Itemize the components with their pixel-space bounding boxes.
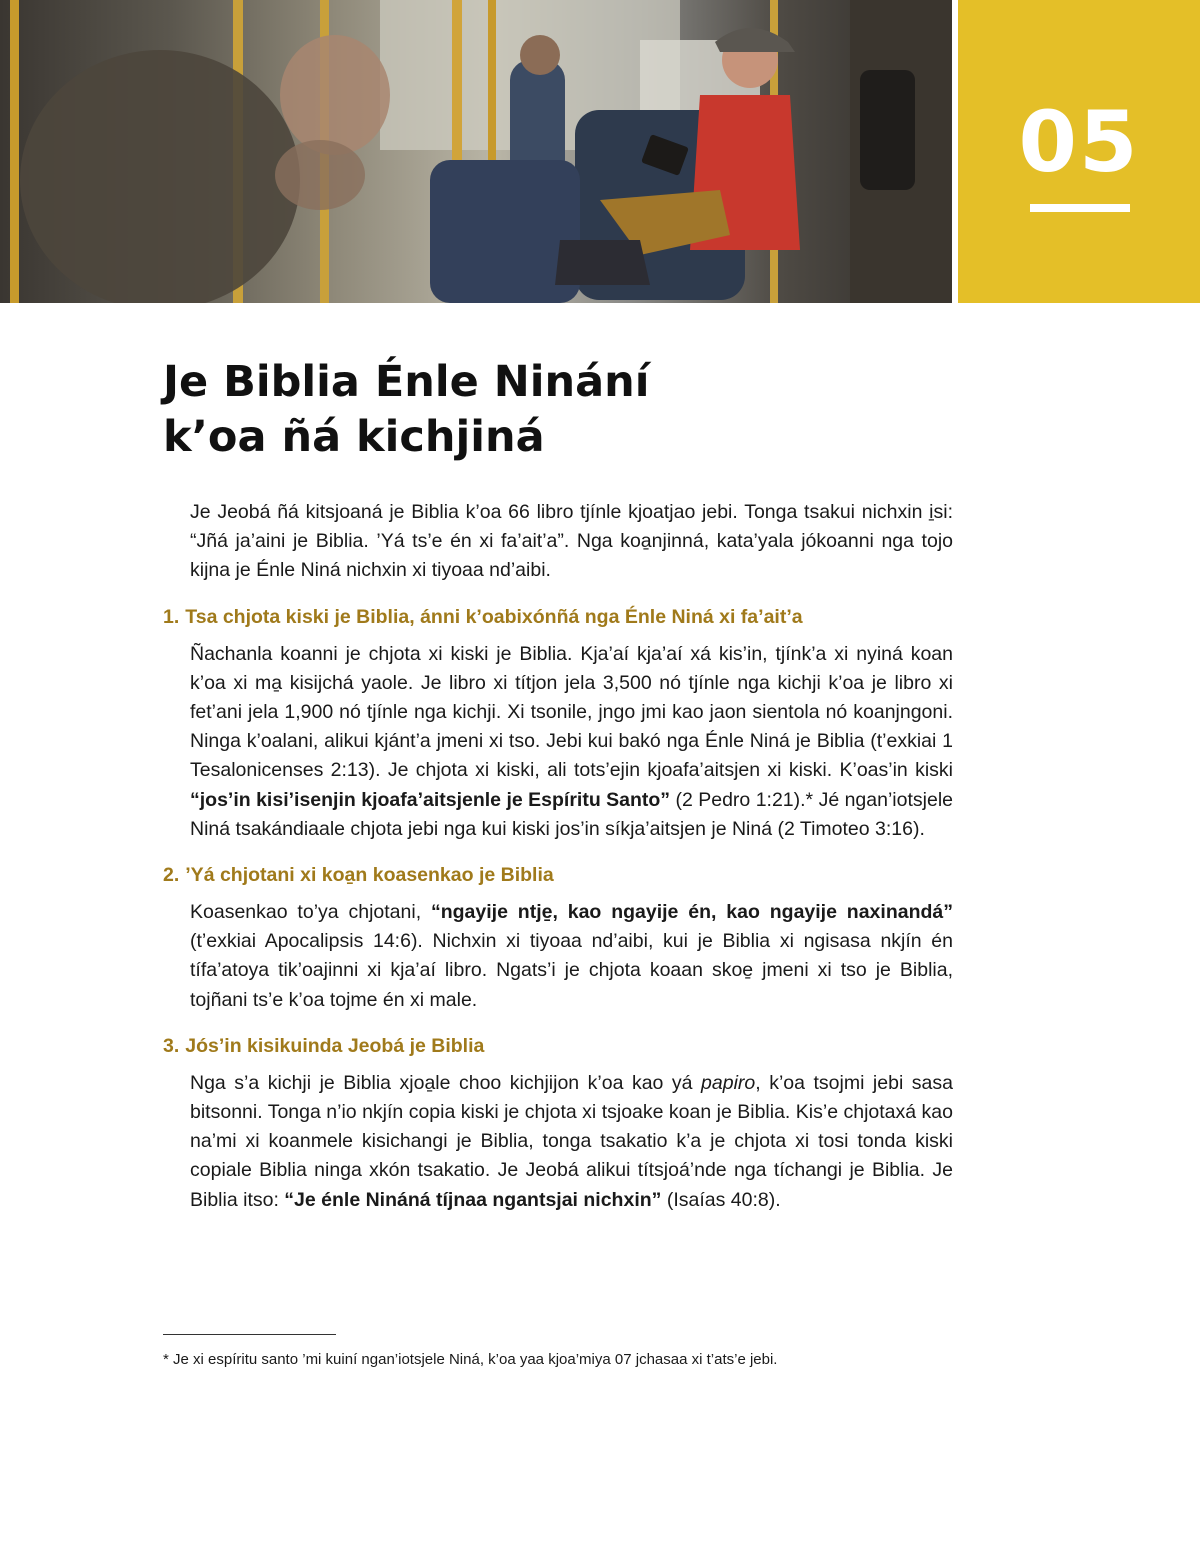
- badge-underline: [1030, 204, 1130, 212]
- section-3-text-a2: , k’oa tsojmi jebi sasa bitsonni. Tonga n’io nkjín copia kiski je chjota xi tsjoake koan je Biblia. Kis’e chjotaxá kao na’mi xi koanmele kisichangi je Biblia, tonga tsakatio k’a je chjota xi tosi tonda kiski copiale Biblia ninga xkón tsakatio. Je Jeobá alikui títsjoá’nde nga tíchangi je Biblia. Je Biblia itso:: [190, 1071, 954, 1211]
- article-body: [163, 498, 953, 1215]
- section-3-number: 3.: [163, 1034, 180, 1057]
- section-2-quote: “ngayije ntje̱, kao ngayije én, kao ngayije naxinandá”: [430, 901, 953, 924]
- page-title: [163, 355, 963, 465]
- title-line-2: k’oa ñá kichjiná: [163, 412, 545, 462]
- section-2-paragraph: [190, 898, 953, 1015]
- section-3-italic-word: papiro: [701, 1071, 756, 1094]
- section-1-text-a: Ñachanla koanni je chjota xi kiski je Biblia. Kja’aí kja’aí xá kis’in, tjínk’a xi nyiná koan k’oa xi ma̱ kisijchá yaole. Je libro xi títjon jela 3,500 nó tjínle nga kichji k’oa je libro xi fet’ani jela 1,900 nó tjínle nga kichji. Xi tsonile, jngo jmi kao jaon sientola nó koanjngoni. Ninga k’oalani, alikui kjánt’a jmeni xi tso. Jebi kui bakó nga Énle Niná je Biblia (t’exkiai 1 Tesalonicenses 2:13). Je chjota xi kiski, ali tots’ejin kjoafa’aitsjen xi kiski. K’oas’in kiski: [190, 642, 953, 782]
- header-photo: [0, 0, 952, 303]
- lesson-number: 05: [1018, 93, 1140, 191]
- section-3-heading: [163, 1033, 953, 1059]
- title-line-1: Je Biblia Énle Ninání: [163, 357, 650, 407]
- section-3-quote: “Je énle Nináná tíjnaa ngantsjai nichxin”: [284, 1188, 662, 1211]
- section-1-paragraph: [190, 640, 953, 844]
- bus-scene-illustration: [0, 0, 952, 303]
- section-3-text-c: (Isaías 40:8).: [661, 1188, 781, 1211]
- section-1-quote: “jos’in kisi’isenjin kjoafa’aitsjenle je Espíritu Santo”: [190, 788, 671, 811]
- section-1-title: Tsa chjota kiski je Biblia, ánni k’oabixónñá nga Énle Niná xi fa’ait’a: [185, 605, 803, 628]
- lesson-number-badge: [958, 0, 1200, 303]
- section-3-text-a: Nga s’a kichji je Biblia xjoa̱le choo kichjijon k’oa kao yá: [190, 1071, 702, 1094]
- section-1-heading: [163, 604, 953, 630]
- section-2-text-a: Koasenkao to’ya chjotani,: [190, 901, 431, 924]
- section-1-number: 1.: [163, 605, 180, 628]
- section-2-text-c: (t’exkiai Apocalipsis 14:6). Nichxin xi tiyoaa nd’aibi, kui je Biblia xi ngisasa nkjín én tífa’atoya tik’oajinni xi kja’aí libro. Ngats’i je chjota koaan skoe̱ jmeni xi tso je Biblia, tojñani ts’e k’oa tojme én xi male.: [190, 930, 953, 1011]
- footnote-divider: [163, 1334, 336, 1335]
- footnote: * Je xi espíritu santo ’mi kuiní ngan’iotsjele Niná, k’oa yaa kjoa’miya 07 jchasaa xi t’ats’e jebi.: [163, 1351, 778, 1368]
- section-3-title: Jós’in kisikuinda Jeobá je Biblia: [185, 1034, 485, 1057]
- intro-paragraph: Je Jeobá ñá kitsjoaná je Biblia k’oa 66 libro tjínle kjoatjao jebi. Tonga tsakui nichxin i̱si: “Jñá ja’aini je Biblia. ’Yá ts’e én xi fa’ait’a”. Nga koa̱njinná, kata’yala jókoanni nga tojo kijna je Énle Niná nichxin xi tiyoaa nd’aibi.: [190, 501, 953, 582]
- section-2-heading: [163, 862, 953, 888]
- section-2-title: ’Yá chjotani xi koa̱n koasenkao je Biblia: [185, 864, 554, 887]
- section-2-number: 2.: [163, 864, 180, 887]
- section-1-text-c: (2 Pedro 1:21).* Jé ngan’iotsjele Niná tsakándiaale chjota jebi nga kui kiski jos’in síkja’aitsjen je Niná (2 Timoteo 3:16).: [190, 788, 953, 840]
- section-3-paragraph: [190, 1069, 953, 1215]
